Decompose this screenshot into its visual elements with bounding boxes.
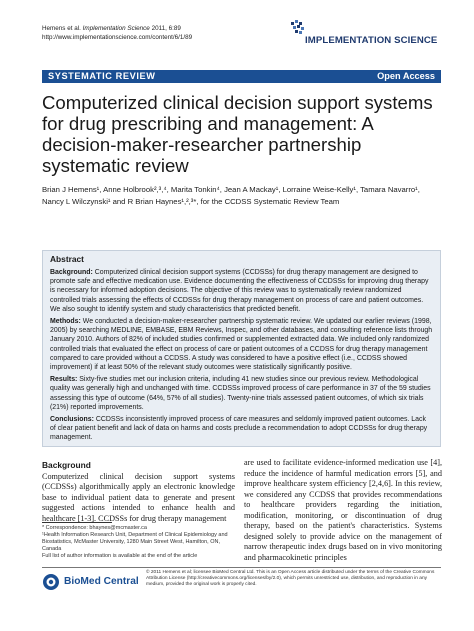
section-banner [42, 70, 441, 83]
footer-divider [42, 567, 441, 568]
open-access-label: Open Access [377, 71, 435, 81]
journal-logo-text: IMPLEMENTATION SCIENCE [305, 35, 438, 46]
footnotes [42, 525, 235, 560]
license-text: © 2011 Hemens et al; licensee BioMed Central Ltd. This is an Open Access article distributed under the terms of the Creative Commons Attribution License (http://creativecommons.org/licenses/by/2.0), which permits unrestricted use, distribution, and reproduction in any medium, provided the original work is properly cited. [146, 570, 435, 588]
article-title: Computerized clinical decision support systems for drug prescribing and management: A decision-maker-researcher partnership systematic review [42, 92, 433, 176]
affiliation-note: ¹Health Information Research Unit, Department of Clinical Epidemiology and Biostatistics, McMaster University, 1280 Main Street West, Hamilton, ON, Canada [42, 532, 228, 552]
article-url[interactable]: http://www.implementationscience.com/content/6/1/89 [42, 33, 193, 41]
citation-header [42, 25, 192, 42]
publisher-logo [42, 571, 142, 593]
body-left-column [42, 460, 235, 524]
abstract-conclusions [50, 415, 433, 443]
author-info-note: Full list of author information is available at the end of the article [42, 553, 198, 559]
citation-authors: Hemens et al. [42, 25, 81, 32]
abstract-methods [50, 317, 433, 372]
biomed-central-icon [42, 573, 60, 591]
body-paragraph-right: are used to facilitate evidence-informed medication use [4], reduce the incidence of harmful medication errors [5], and improve healthcare system efficiency [2,4,6]. In this review, we considered any CCDSS that provides recommendations to healthcare providers regarding the initiation, modification, monitoring, or discontinuation of drug therapy, based on the patient's characteristics. Systems designed solely to provide advice on the management of narrow therapeutic index drugs based on in vivo monitoring and pharmacokinetic principles [244, 458, 442, 562]
correspondence-note: * Correspondence: bhaynes@mcmaster.ca [42, 525, 147, 531]
abstract-results-text: Sixty-five studies met our inclusion criteria, including 41 new studies since our previous review. Methodological quality was generally high and unchanged with time. CCDSSs improved process of care performance in 37 of the 59 studies assessing this type of outcome (64%, 57% of all studies). Twenty-nine trials assessed patient outcomes, of which six trials (21%) reported improvements. [50, 376, 431, 411]
authors-line: Nancy L Wilczynski¹ and R Brian Haynes¹,²,³*, for the CCDSS Systematic Review Team [42, 197, 340, 206]
abstract-background [50, 268, 433, 314]
abstract-background-label: Background: [50, 269, 93, 276]
abstract-conclusions-label: Conclusions: [50, 416, 94, 424]
citation-line [42, 25, 192, 34]
abstract-heading: Abstract [50, 254, 84, 264]
footnote-divider [42, 522, 112, 523]
journal-logo [291, 20, 441, 56]
publisher-name: BioMed Central [64, 576, 139, 587]
abstract-box [42, 250, 441, 447]
abstract-background-text: Computerized clinical decision support systems (CCDSSs) for drug therapy management are designed to promote safe and effective medication use. Evidence documenting the effectiveness of CCDSSs for improving drug therapy is necessary for informed adoption decisions. The objective of this review was to systematically review randomized controlled trials assessing the effects of CCDSSs for drug therapy management on process of care and patient outcomes. We also sought to identify system and study characteristics that predicted benefit. [50, 269, 429, 313]
background-heading: Background [42, 460, 91, 470]
abstract-conclusions-text: CCDSSs inconsistently improved process of care measures and seldomly improved patient outcomes. Lack of clear patient benefit and lack of data on harms and costs preclude a recommendation to adopt CCDSSs for drug therapy management. [50, 416, 428, 442]
abstract-results-label: Results: [50, 376, 78, 384]
body-right-column [244, 458, 442, 563]
body-paragraph-left: Computerized clinical decision support systems (CCDSSs) algorithmically apply an electronic knowledge base to individual patient data to generate and present suggested actions intended to enhance health and healthcare [1-3]. CCDSSs for drug therapy management [42, 471, 235, 523]
author-list [42, 184, 442, 208]
section-label: SYSTEMATIC REVIEW [48, 71, 156, 81]
authors-line: Brian J Hemens¹, Anne Holbrook²,³,⁴, Marita Tonkin⁴, Jean A Mackay¹, Lorraine Weise-Kelly¹, Tamara Navarro¹, [42, 185, 420, 194]
abstract-methods-text: We conducted a decision-maker-researcher partnership systematic review. We updated our earlier reviews (1998, 2005) by searching MEDLINE, EMBASE, EBM Reviews, Inspec, and other databases, and consulting reference lists through January 2010. Authors of 82% of included studies confirmed or supplemented extracted data. We included only randomized controlled trials that evaluated the effect on process of care or patient outcomes of a CCDSS for drug therapy management compared to care provided without a CCDSS. A study was considered to have a positive effect (i.e., CCDSS showed improvement) if at least 50% of the relevant study outcomes were statistically significantly positive. [50, 318, 433, 372]
citation-journal: Implementation Science [82, 25, 150, 32]
citation-volume: 2011, 6:89 [151, 25, 181, 32]
journal-logo-icon [291, 20, 305, 36]
abstract-results [50, 375, 433, 412]
abstract-methods-label: Methods: [50, 318, 81, 326]
